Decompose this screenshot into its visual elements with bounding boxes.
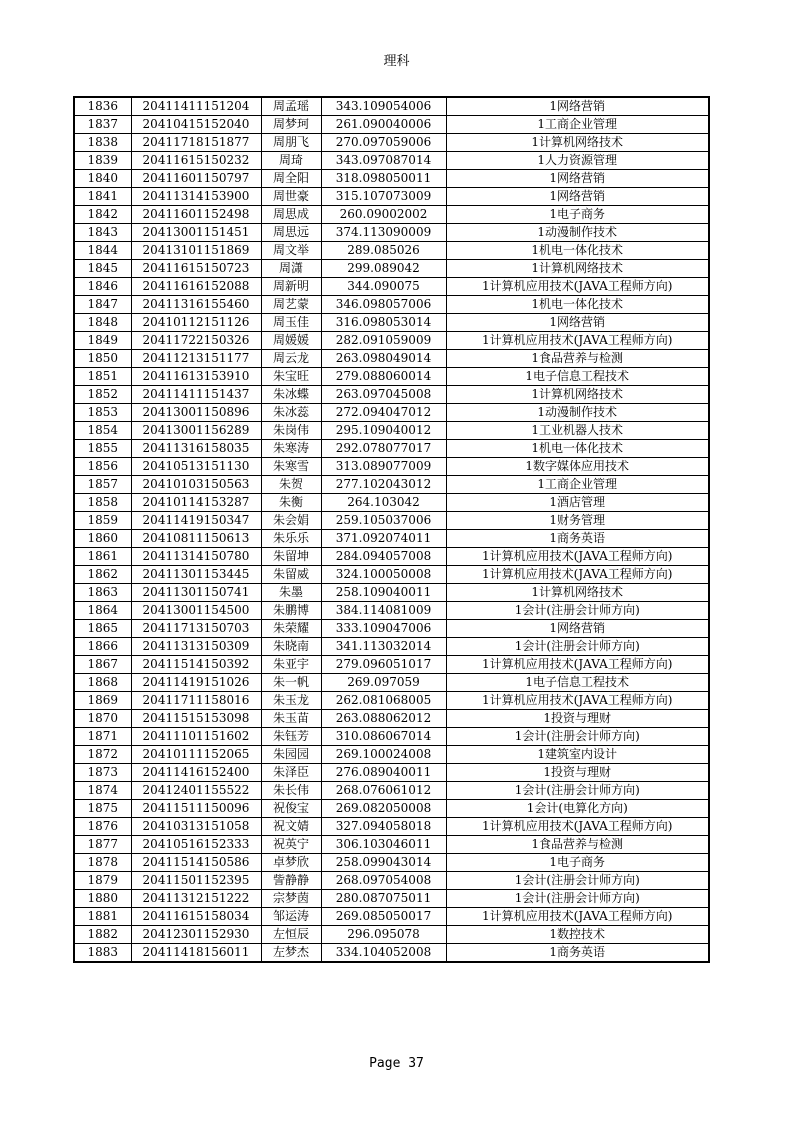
student-name-cell: 朱墨 xyxy=(261,584,321,602)
row-number-cell: 1840 xyxy=(74,170,131,188)
score-cell: 264.103042 xyxy=(321,494,446,512)
major-cell: 1工商企业管理 xyxy=(446,476,709,494)
student-name-cell: 周媛媛 xyxy=(261,332,321,350)
student-name-cell: 朱留坤 xyxy=(261,548,321,566)
major-cell: 1电子信息工程技术 xyxy=(446,368,709,386)
row-number-cell: 1847 xyxy=(74,296,131,314)
row-number-cell: 1836 xyxy=(74,97,131,116)
candidate-id-cell: 20413001154500 xyxy=(131,602,261,620)
major-cell: 1网络营销 xyxy=(446,314,709,332)
student-name-cell: 朱寒涛 xyxy=(261,440,321,458)
row-number-cell: 1877 xyxy=(74,836,131,854)
student-name-cell: 朱钰芳 xyxy=(261,728,321,746)
score-cell: 315.107073009 xyxy=(321,188,446,206)
student-name-cell: 周孟瑶 xyxy=(261,97,321,116)
student-name-cell: 祝文婧 xyxy=(261,818,321,836)
row-number-cell: 1879 xyxy=(74,872,131,890)
score-cell: 258.099043014 xyxy=(321,854,446,872)
major-cell: 1计算机应用技术(JAVA工程师方向) xyxy=(446,332,709,350)
row-number-cell: 1856 xyxy=(74,458,131,476)
major-cell: 1人力资源管理 xyxy=(446,152,709,170)
candidate-id-cell: 20411713150703 xyxy=(131,620,261,638)
major-cell: 1计算机应用技术(JAVA工程师方向) xyxy=(446,818,709,836)
major-cell: 1会计(注册会计师方向) xyxy=(446,602,709,620)
major-cell: 1商务英语 xyxy=(446,944,709,963)
candidate-id-cell: 20411613153910 xyxy=(131,368,261,386)
row-number-cell: 1875 xyxy=(74,800,131,818)
row-number-cell: 1853 xyxy=(74,404,131,422)
row-number-cell: 1843 xyxy=(74,224,131,242)
major-cell: 1计算机应用技术(JAVA工程师方向) xyxy=(446,566,709,584)
major-cell: 1数控技术 xyxy=(446,926,709,944)
student-name-cell: 周思远 xyxy=(261,224,321,242)
row-number-cell: 1854 xyxy=(74,422,131,440)
major-cell: 1电子信息工程技术 xyxy=(446,674,709,692)
student-name-cell: 朱玉苗 xyxy=(261,710,321,728)
table-row xyxy=(74,620,709,638)
table-row xyxy=(74,314,709,332)
table-row xyxy=(74,638,709,656)
major-cell: 1计算机应用技术(JAVA工程师方向) xyxy=(446,548,709,566)
major-cell: 1会计(注册会计师方向) xyxy=(446,782,709,800)
table-row xyxy=(74,908,709,926)
student-name-cell: 朱冰蝶 xyxy=(261,386,321,404)
row-number-cell: 1860 xyxy=(74,530,131,548)
score-cell: 299.089042 xyxy=(321,260,446,278)
score-cell: 306.103046011 xyxy=(321,836,446,854)
table-row xyxy=(74,854,709,872)
candidate-id-cell: 20411301153445 xyxy=(131,566,261,584)
row-number-cell: 1848 xyxy=(74,314,131,332)
row-number-cell: 1842 xyxy=(74,206,131,224)
row-number-cell: 1837 xyxy=(74,116,131,134)
candidate-id-cell: 20411615158034 xyxy=(131,908,261,926)
table-row xyxy=(74,458,709,476)
major-cell: 1计算机应用技术(JAVA工程师方向) xyxy=(446,908,709,926)
score-cell: 260.09002002 xyxy=(321,206,446,224)
score-cell: 343.097087014 xyxy=(321,152,446,170)
major-cell: 1计算机网络技术 xyxy=(446,386,709,404)
candidate-id-cell: 20411419150347 xyxy=(131,512,261,530)
table-row xyxy=(74,368,709,386)
row-number-cell: 1859 xyxy=(74,512,131,530)
table-row xyxy=(74,944,709,963)
student-name-cell: 祝英宁 xyxy=(261,836,321,854)
row-number-cell: 1871 xyxy=(74,728,131,746)
candidate-id-cell: 20412301152930 xyxy=(131,926,261,944)
student-name-cell: 周朋飞 xyxy=(261,134,321,152)
candidate-id-cell: 20410111152065 xyxy=(131,746,261,764)
student-name-cell: 宗梦茵 xyxy=(261,890,321,908)
student-name-cell: 左恒辰 xyxy=(261,926,321,944)
row-number-cell: 1852 xyxy=(74,386,131,404)
row-number-cell: 1851 xyxy=(74,368,131,386)
major-cell: 1动漫制作技术 xyxy=(446,404,709,422)
student-name-cell: 朱衡 xyxy=(261,494,321,512)
major-cell: 1电子商务 xyxy=(446,206,709,224)
major-cell: 1会计(注册会计师方向) xyxy=(446,638,709,656)
table-row xyxy=(74,350,709,368)
candidate-id-cell: 20411301150741 xyxy=(131,584,261,602)
student-name-cell: 周梦珂 xyxy=(261,116,321,134)
score-cell: 269.100024008 xyxy=(321,746,446,764)
score-cell: 263.097045008 xyxy=(321,386,446,404)
row-number-cell: 1844 xyxy=(74,242,131,260)
score-cell: 333.109047006 xyxy=(321,620,446,638)
candidate-id-cell: 20413001150896 xyxy=(131,404,261,422)
major-cell: 1财务管理 xyxy=(446,512,709,530)
score-cell: 279.088060014 xyxy=(321,368,446,386)
score-cell: 276.089040011 xyxy=(321,764,446,782)
score-cell: 268.076061012 xyxy=(321,782,446,800)
major-cell: 1会计(注册会计师方向) xyxy=(446,728,709,746)
candidate-id-cell: 20411411151437 xyxy=(131,386,261,404)
table-row xyxy=(74,422,709,440)
major-cell: 1机电一体化技术 xyxy=(446,242,709,260)
row-number-cell: 1881 xyxy=(74,908,131,926)
student-name-cell: 朱荣耀 xyxy=(261,620,321,638)
student-name-cell: 周玉佳 xyxy=(261,314,321,332)
student-name-cell: 朱贺 xyxy=(261,476,321,494)
student-name-cell: 左梦杰 xyxy=(261,944,321,963)
major-cell: 1食品营养与检测 xyxy=(446,350,709,368)
score-cell: 343.109054006 xyxy=(321,97,446,116)
score-cell: 334.104052008 xyxy=(321,944,446,963)
candidate-id-cell: 20412401155522 xyxy=(131,782,261,800)
page-header-title: 理科 xyxy=(383,54,410,69)
table-row xyxy=(74,890,709,908)
row-number-cell: 1865 xyxy=(74,620,131,638)
score-cell: 318.098050011 xyxy=(321,170,446,188)
row-number-cell: 1864 xyxy=(74,602,131,620)
candidate-id-cell: 20411314150780 xyxy=(131,548,261,566)
score-cell: 269.082050008 xyxy=(321,800,446,818)
table-row xyxy=(74,476,709,494)
candidate-id-cell: 20413001151451 xyxy=(131,224,261,242)
table-row xyxy=(74,692,709,710)
row-number-cell: 1869 xyxy=(74,692,131,710)
table-row xyxy=(74,746,709,764)
candidate-id-cell: 20411101151602 xyxy=(131,728,261,746)
student-name-cell: 朱鹏博 xyxy=(261,602,321,620)
score-cell: 263.098049014 xyxy=(321,350,446,368)
student-name-cell: 周世豪 xyxy=(261,188,321,206)
table-row xyxy=(74,566,709,584)
candidate-id-cell: 20411514150586 xyxy=(131,854,261,872)
score-cell: 261.090040006 xyxy=(321,116,446,134)
table-row xyxy=(74,728,709,746)
major-cell: 1食品营养与检测 xyxy=(446,836,709,854)
table-row xyxy=(74,836,709,854)
score-cell: 272.094047012 xyxy=(321,404,446,422)
row-number-cell: 1858 xyxy=(74,494,131,512)
score-cell: 269.097059 xyxy=(321,674,446,692)
row-number-cell: 1861 xyxy=(74,548,131,566)
student-name-cell: 訾静静 xyxy=(261,872,321,890)
row-number-cell: 1870 xyxy=(74,710,131,728)
table-row xyxy=(74,674,709,692)
major-cell: 1网络营销 xyxy=(446,188,709,206)
table-row xyxy=(74,818,709,836)
score-cell: 296.095078 xyxy=(321,926,446,944)
score-cell: 324.100050008 xyxy=(321,566,446,584)
row-number-cell: 1868 xyxy=(74,674,131,692)
table-row xyxy=(74,710,709,728)
table-row xyxy=(74,656,709,674)
row-number-cell: 1883 xyxy=(74,944,131,963)
candidate-id-cell: 20411511150096 xyxy=(131,800,261,818)
row-number-cell: 1841 xyxy=(74,188,131,206)
major-cell: 1工商企业管理 xyxy=(446,116,709,134)
student-name-cell: 朱宝旺 xyxy=(261,368,321,386)
table-row xyxy=(74,296,709,314)
table-row xyxy=(74,116,709,134)
major-cell: 1投资与理财 xyxy=(446,764,709,782)
row-number-cell: 1857 xyxy=(74,476,131,494)
score-cell: 258.109040011 xyxy=(321,584,446,602)
candidate-id-cell: 20411312151222 xyxy=(131,890,261,908)
score-cell: 284.094057008 xyxy=(321,548,446,566)
major-cell: 1动漫制作技术 xyxy=(446,224,709,242)
table-row xyxy=(74,530,709,548)
major-cell: 1会计(注册会计师方向) xyxy=(446,872,709,890)
student-name-cell: 周艺蒙 xyxy=(261,296,321,314)
row-number-cell: 1880 xyxy=(74,890,131,908)
row-number-cell: 1863 xyxy=(74,584,131,602)
candidate-id-cell: 20413101151869 xyxy=(131,242,261,260)
candidate-id-cell: 20410415152040 xyxy=(131,116,261,134)
row-number-cell: 1855 xyxy=(74,440,131,458)
student-name-cell: 朱留威 xyxy=(261,566,321,584)
table-row xyxy=(74,584,709,602)
row-number-cell: 1839 xyxy=(74,152,131,170)
major-cell: 1商务英语 xyxy=(446,530,709,548)
table-row xyxy=(74,602,709,620)
candidate-id-cell: 20411601150797 xyxy=(131,170,261,188)
table-row xyxy=(74,224,709,242)
score-cell: 280.087075011 xyxy=(321,890,446,908)
row-number-cell: 1850 xyxy=(74,350,131,368)
student-name-cell: 周全阳 xyxy=(261,170,321,188)
table-row xyxy=(74,188,709,206)
student-name-cell: 卓梦欣 xyxy=(261,854,321,872)
candidate-id-cell: 20410103150563 xyxy=(131,476,261,494)
page-number: Page 37 xyxy=(369,1056,424,1071)
table-row xyxy=(74,278,709,296)
row-number-cell: 1866 xyxy=(74,638,131,656)
score-cell: 268.097054008 xyxy=(321,872,446,890)
major-cell: 1计算机网络技术 xyxy=(446,584,709,602)
table-row xyxy=(74,548,709,566)
score-cell: 295.109040012 xyxy=(321,422,446,440)
candidate-id-cell: 20411316155460 xyxy=(131,296,261,314)
score-cell: 262.081068005 xyxy=(321,692,446,710)
candidate-id-cell: 20411718151877 xyxy=(131,134,261,152)
score-cell: 310.086067014 xyxy=(321,728,446,746)
major-cell: 1工业机器人技术 xyxy=(446,422,709,440)
candidate-id-cell: 20411313150309 xyxy=(131,638,261,656)
score-cell: 263.088062012 xyxy=(321,710,446,728)
row-number-cell: 1873 xyxy=(74,764,131,782)
candidate-id-cell: 20411213151177 xyxy=(131,350,261,368)
candidate-id-cell: 20411601152498 xyxy=(131,206,261,224)
major-cell: 1投资与理财 xyxy=(446,710,709,728)
student-name-cell: 朱会娟 xyxy=(261,512,321,530)
major-cell: 1计算机应用技术(JAVA工程师方向) xyxy=(446,656,709,674)
candidate-id-cell: 20411616152088 xyxy=(131,278,261,296)
table-body xyxy=(74,97,709,962)
student-name-cell: 朱亚宇 xyxy=(261,656,321,674)
student-name-cell: 朱冰蕊 xyxy=(261,404,321,422)
major-cell: 1计算机应用技术(JAVA工程师方向) xyxy=(446,692,709,710)
major-cell: 1数字媒体应用技术 xyxy=(446,458,709,476)
major-cell: 1计算机网络技术 xyxy=(446,134,709,152)
candidate-id-cell: 20410114153287 xyxy=(131,494,261,512)
score-cell: 371.092074011 xyxy=(321,530,446,548)
student-name-cell: 周文举 xyxy=(261,242,321,260)
score-cell: 384.114081009 xyxy=(321,602,446,620)
candidate-id-cell: 20411314153900 xyxy=(131,188,261,206)
candidate-id-cell: 20410112151126 xyxy=(131,314,261,332)
student-name-cell: 周思成 xyxy=(261,206,321,224)
student-name-cell: 周琦 xyxy=(261,152,321,170)
student-name-cell: 朱长伟 xyxy=(261,782,321,800)
candidate-id-cell: 20411711158016 xyxy=(131,692,261,710)
major-cell: 1建筑室内设计 xyxy=(446,746,709,764)
major-cell: 1计算机网络技术 xyxy=(446,260,709,278)
score-cell: 346.098057006 xyxy=(321,296,446,314)
major-cell: 1计算机应用技术(JAVA工程师方向) xyxy=(446,278,709,296)
table-row xyxy=(74,242,709,260)
major-cell: 1电子商务 xyxy=(446,854,709,872)
row-number-cell: 1874 xyxy=(74,782,131,800)
student-name-cell: 朱一帆 xyxy=(261,674,321,692)
row-number-cell: 1878 xyxy=(74,854,131,872)
table-row xyxy=(74,260,709,278)
candidate-id-cell: 20411416152400 xyxy=(131,764,261,782)
student-name-cell: 周云龙 xyxy=(261,350,321,368)
score-cell: 279.096051017 xyxy=(321,656,446,674)
score-cell: 316.098053014 xyxy=(321,314,446,332)
student-name-cell: 邹运涛 xyxy=(261,908,321,926)
row-number-cell: 1882 xyxy=(74,926,131,944)
score-cell: 313.089077009 xyxy=(321,458,446,476)
table-row xyxy=(74,764,709,782)
major-cell: 1会计(注册会计师方向) xyxy=(446,890,709,908)
score-cell: 341.113032014 xyxy=(321,638,446,656)
student-name-cell: 朱玉龙 xyxy=(261,692,321,710)
candidate-id-cell: 20410811150613 xyxy=(131,530,261,548)
score-cell: 289.085026 xyxy=(321,242,446,260)
candidate-id-cell: 20410513151130 xyxy=(131,458,261,476)
candidate-id-cell: 20410313151058 xyxy=(131,818,261,836)
score-cell: 292.078077017 xyxy=(321,440,446,458)
table-row xyxy=(74,782,709,800)
student-name-cell: 周新明 xyxy=(261,278,321,296)
score-cell: 277.102043012 xyxy=(321,476,446,494)
candidate-id-cell: 20411501152395 xyxy=(131,872,261,890)
score-cell: 327.094058018 xyxy=(321,818,446,836)
score-cell: 344.090075 xyxy=(321,278,446,296)
score-cell: 270.097059006 xyxy=(321,134,446,152)
student-name-cell: 朱寒雪 xyxy=(261,458,321,476)
major-cell: 1网络营销 xyxy=(446,97,709,116)
table-row xyxy=(74,206,709,224)
major-cell: 1酒店管理 xyxy=(446,494,709,512)
candidate-id-cell: 20411615150723 xyxy=(131,260,261,278)
row-number-cell: 1876 xyxy=(74,818,131,836)
student-name-cell: 朱岗伟 xyxy=(261,422,321,440)
candidate-id-cell: 20410516152333 xyxy=(131,836,261,854)
row-number-cell: 1872 xyxy=(74,746,131,764)
candidate-id-cell: 20411411151204 xyxy=(131,97,261,116)
candidate-id-cell: 20411419151026 xyxy=(131,674,261,692)
admission-table xyxy=(73,96,710,963)
row-number-cell: 1862 xyxy=(74,566,131,584)
major-cell: 1网络营销 xyxy=(446,620,709,638)
candidate-id-cell: 20411722150326 xyxy=(131,332,261,350)
row-number-cell: 1845 xyxy=(74,260,131,278)
table-row xyxy=(74,512,709,530)
major-cell: 1网络营销 xyxy=(446,170,709,188)
score-cell: 374.113090009 xyxy=(321,224,446,242)
candidate-id-cell: 20411514150392 xyxy=(131,656,261,674)
table-row xyxy=(74,134,709,152)
student-name-cell: 周潇 xyxy=(261,260,321,278)
row-number-cell: 1849 xyxy=(74,332,131,350)
row-number-cell: 1846 xyxy=(74,278,131,296)
candidate-id-cell: 20411316158035 xyxy=(131,440,261,458)
table-row xyxy=(74,872,709,890)
table-row xyxy=(74,152,709,170)
table-row xyxy=(74,170,709,188)
candidate-id-cell: 20411418156011 xyxy=(131,944,261,963)
table-row xyxy=(74,404,709,422)
student-name-cell: 朱乐乐 xyxy=(261,530,321,548)
table-row xyxy=(74,440,709,458)
student-name-cell: 朱园园 xyxy=(261,746,321,764)
table-row xyxy=(74,926,709,944)
candidate-id-cell: 20411615150232 xyxy=(131,152,261,170)
student-name-cell: 朱晓南 xyxy=(261,638,321,656)
student-name-cell: 朱泽臣 xyxy=(261,764,321,782)
candidate-id-cell: 20411515153098 xyxy=(131,710,261,728)
table-row xyxy=(74,494,709,512)
table-row xyxy=(74,800,709,818)
row-number-cell: 1838 xyxy=(74,134,131,152)
table-row xyxy=(74,332,709,350)
table-row xyxy=(74,97,709,116)
major-cell: 1会计(电算化方向) xyxy=(446,800,709,818)
table-row xyxy=(74,386,709,404)
row-number-cell: 1867 xyxy=(74,656,131,674)
score-cell: 282.091059009 xyxy=(321,332,446,350)
score-cell: 259.105037006 xyxy=(321,512,446,530)
candidate-id-cell: 20413001156289 xyxy=(131,422,261,440)
student-name-cell: 祝俊宝 xyxy=(261,800,321,818)
major-cell: 1机电一体化技术 xyxy=(446,296,709,314)
major-cell: 1机电一体化技术 xyxy=(446,440,709,458)
score-cell: 269.085050017 xyxy=(321,908,446,926)
